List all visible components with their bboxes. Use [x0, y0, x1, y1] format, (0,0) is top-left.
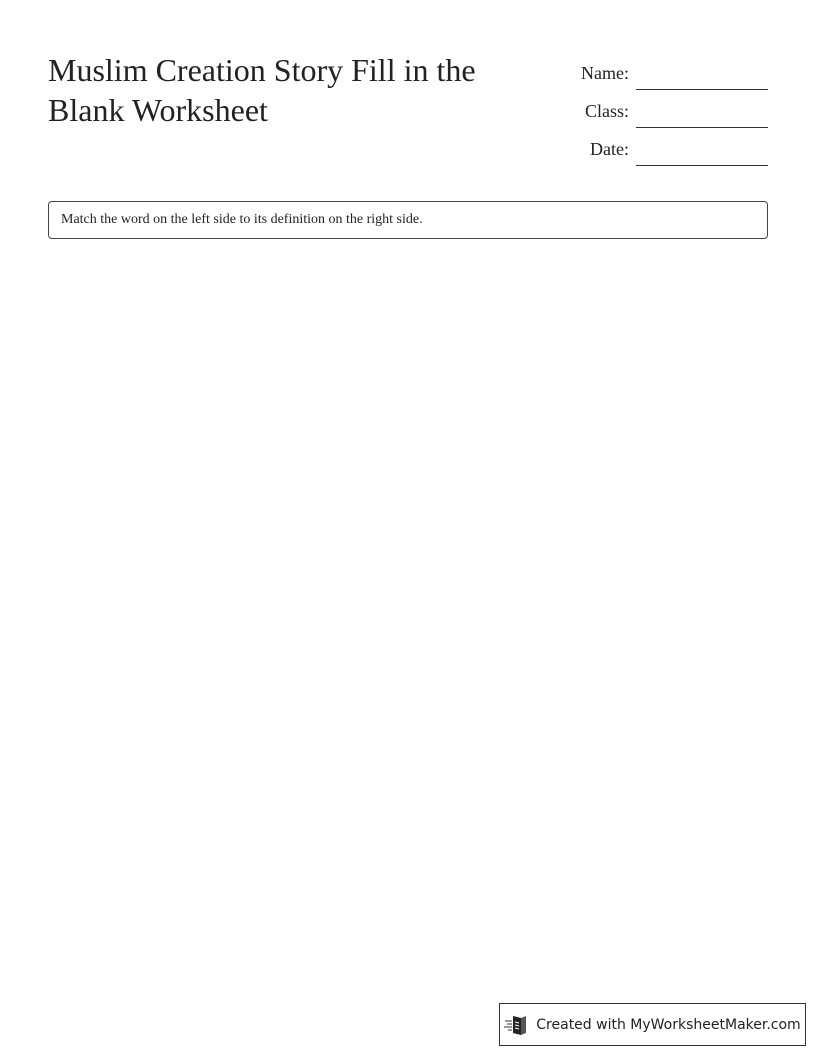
student-info-fields	[528, 52, 768, 166]
date-label: Date:	[590, 139, 629, 159]
name-label: Name:	[581, 63, 629, 83]
class-blank-line[interactable]	[636, 126, 768, 128]
worksheet-title: Muslim Creation Story Fill in the Blank Worksheet	[48, 52, 476, 128]
name-blank-line[interactable]	[636, 88, 768, 90]
date-blank-line[interactable]	[636, 164, 768, 166]
created-with-badge[interactable]	[499, 1003, 806, 1046]
worksheet-logo-icon	[504, 1013, 530, 1037]
date-field-row	[528, 128, 768, 166]
instructions-box	[48, 201, 768, 239]
instructions-text: Match the word on the left side to its definition on the right side.	[61, 212, 423, 227]
name-field-row	[528, 52, 768, 90]
footer-text: Created with MyWorksheetMaker.com	[536, 1016, 801, 1033]
class-label: Class:	[584, 101, 629, 121]
class-field-row	[528, 90, 768, 128]
